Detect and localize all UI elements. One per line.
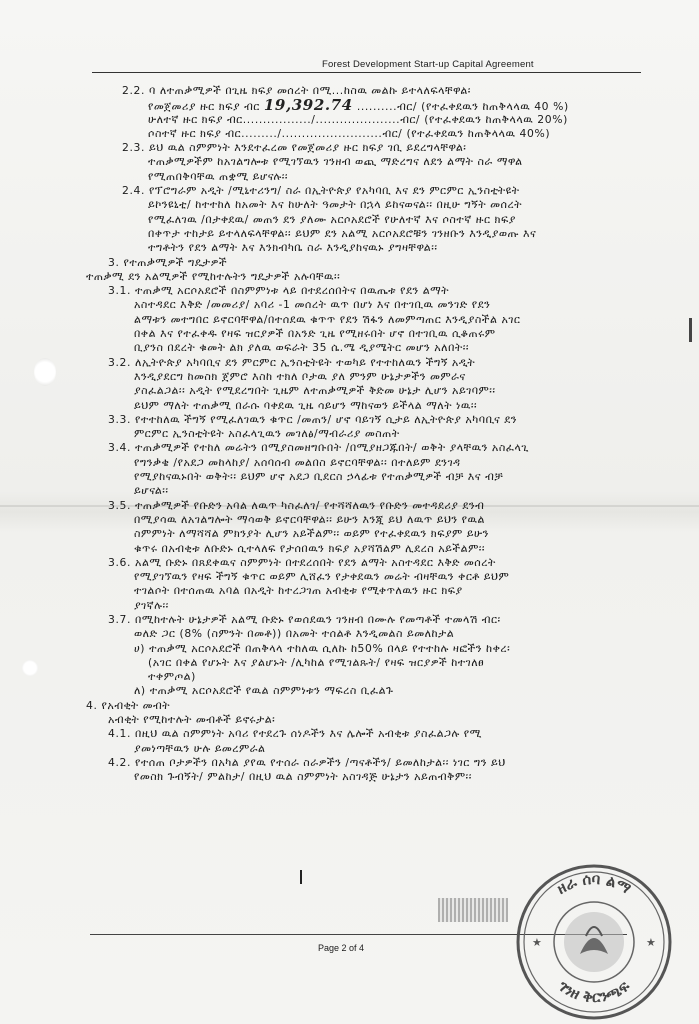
document-line: 4.2. የተሰጠ ቦታዎችን በአካል ያየዉ የተሰራ ስራዎችን /ጣናቶችን/ ይመለከታል፡፡ ነገር ግን ይህ	[108, 755, 506, 769]
ink-mark	[300, 870, 302, 884]
punch-hole	[22, 660, 38, 676]
document-line: ተገልሶት በተሰጠዉ አባል በአዲት ከተረጋገጠ አብቂቱ የሚቀጥለዉን ዙር ክፍያ	[134, 584, 463, 598]
handwritten-amount: 19,392.74	[263, 98, 353, 113]
document-line: ያገኛሉ፡፡	[134, 598, 169, 612]
stamp-bottom-text: ገንዘ ቅርንጫፍ	[555, 976, 633, 1007]
document-line: በቀል እና የተፈቀዱ የዛፍ ዝርያዎች በአንድ ጊዜ የሚዘሩበት ሆኖ በተገቢዉ ሲቆጠሩም	[134, 327, 496, 341]
document-line: 3.5. ተጠቃሚዎች የቡድን አባል ለዉጥ ካስፈለገ/ የተሻሻለዉን የቡድን መተዳደሪያ ደንብ	[108, 498, 485, 512]
document-line: ልማቱን መተግበር ይኖርባቸዋል/በተሰደዉ ቁጥጥ የደን ሽፋን ለመምጣጠር እንዲያስችል አገር	[134, 312, 521, 326]
document-line: 2.2. ባ ለተጠቃሚዎች በጊዜ ክፍያ መሰረት በሚ...ከስዉ መልኩ ይተላለፍላቸዋል፡	[122, 84, 471, 97]
document-line: ቢያንስ በደረት ቁመት ልክ ያለዉ ወፍራት 35 ሴ.ሜ ዲያሜትር መሆን አለበት፡፡	[134, 341, 470, 355]
document-line: ሀ) ተጠቃሚ አርሶአደሮች በጠቅላላ ተከለዉ ሲለኩ ከ50% በላይ የተተከሉ ዛፎችን ከቀረ፡	[134, 641, 511, 655]
document-line: ሶስተኛ ዙር ክፍያ ብር........./.........................ብር/ (የተፈቀደዉን ከጠቅላላዉ 40%)	[148, 126, 551, 140]
document-line: ምርምር ኢንስቲትዩት አስፈላጊዉን መገለፅ/ማብራሪያ መስጠት	[134, 427, 400, 441]
signature-scribble	[438, 898, 508, 922]
document-line: 3.1. ተጠቃሚ አርሶአደሮች በስምምነቱ ላይ በተደረሰበትና በዉጤቱ የደን ልማት	[108, 284, 450, 298]
document-line: ስምምነት ለማሻሻል ምክንያት ሊሆን አይችልም፡፡ ወይም የተፈቀደዉን ክፍያም ይሁን	[134, 527, 489, 541]
document-line: ተቀምጦል)	[148, 670, 196, 684]
line-text: ..........ብር/ (የተፈቀደዉን ከጠቅላላዉ 40 %)	[352, 100, 569, 113]
document-line: የሚያከናዉኑበት ወቅት፡፡ ይህም ሆኖ አደጋ ቢደርስ ኃላፊቱ የተጠቃሚዎች ብቻ እና ብቻ	[134, 470, 504, 484]
document-line: 3.3. የተተከለዉ ችግኝ የሚፈለገዉን ቁጥር /መጠን/ ሆኖ ባይገኝ ሲታይ ለኢትዮጵያ አካባቢና ደን	[108, 412, 518, 426]
page-number: Page 2 of 4	[318, 943, 365, 953]
document-line: 2.4. የፕሮግራም አዲት /ሚኒተሪንግ/ ስራ በኢትዮጵያ የአካባቢ እና ደን ምርምር ኢንስቲትዩት	[122, 184, 520, 198]
document-line: ይሆናል፡፡	[134, 484, 169, 498]
document-line: የሚጠበቅባቸዉ ጠቋሚ ይሆናሉ፡፡	[148, 169, 289, 183]
document-line: 2.3. ይህ ዉል ስምምነት እንደተፈረመ የመጀመሪያ ዙር ክፍያ ገቢ ይደረግላቸዋል፡	[122, 141, 467, 155]
document-line: (አገር በቀል የሆኑት እና ያልሆኑት /ሊካከል የሚገልጹት/ የዛፍ ዝርያዎች ከተገለፀ	[148, 655, 485, 669]
document-line: የመስክ ጉብኝት/ ምልከታ/ በዚህ ዉል ስምምነት አስገዳጅ ሁኔታን አይጠብቅም፡፡	[134, 770, 472, 784]
document-line: 3.4. ተጠቃሚዎች የተከለ መሬትን በሚያስመዘግቡበት /በሚያዘጋጁበት/ ወቅት ያላቸዉን አስፈላጊ	[108, 441, 529, 455]
document-line: ለ) ተጠቃሚ አርሶአደሮች የዉል ስምምነቱን ማፍረስ ቢፈልጉ	[134, 684, 394, 698]
line-text: የመጀመሪያ ዙር ክፍያ ብር	[148, 100, 264, 113]
svg-text:★: ★	[646, 936, 656, 949]
header-rule	[92, 72, 641, 73]
document-line: ያስፈልጋል፡፡ አዲት የሚደረግበት ጊዜም ለተጠቃሚዎች ቅድመ ሁኔታ ሊሆን አይገባም፡፡	[134, 384, 496, 398]
stamp-top-text: ዘራ ሰባ ልማ	[553, 869, 635, 898]
document-line: የሚፈለገዉ /በታቀደዉ/ መጠን ደን ያለሙ አርሶአደሮች የሁለተኛ እና ሶስተኛ ዙር ክፍያ	[148, 212, 516, 226]
document-line: ተጠቃሚዎችም ከአገልግሎቱ የሚገኘዉን ገንዘብ ወጪ ማድረግና ለደን ልማት ስራ ማዋል	[148, 155, 523, 169]
document-line: ሁለተኛ ዙር ክፍያ ብር................./.....................ብር/ (የተፈቀደዉን ከጠቅላላዉ 20%)	[148, 112, 568, 126]
official-stamp	[514, 862, 674, 1022]
document-line: 3. የተጠቃሚዎች ግዴታዎች	[108, 255, 228, 269]
document-line: ያመነጣቸዉን ሁሉ ይመረምራል	[134, 741, 266, 755]
document-line: 4.1. በዚህ ዉል ስምምነት አባሪ የተደረጉ ሰነዶችን እና ሌሎች አብቂቱ ያስፈልጋሉ የሚ	[108, 727, 482, 741]
document-line: በሚያሳዉ ለአገልግሎት ማሳወቅ ይኖርባቸዋል፡፡ ይሁን እንጂ ይህ ለዉጥ ይህን የዉል	[134, 512, 485, 526]
document-line: ይህም ማለት ተጠቃሚ በራሱ ባቀደዉ ጊዜ ሳይሆን ማከናወን ይችላል ማለት ነዉ፡፡	[134, 398, 478, 412]
document-line: በቀጥታ ተከታይ ይተላለፍላቸዋል፡፡ ይህም ደን አልሚ አርሶአደሮቹን ገንዘቡን እንዲያወጡ እና	[148, 226, 537, 240]
document-line: ተጠቃሚ ደን አልሚዎች የሚከተሉትን ግዴታዎች አሉባቸዉ፡፡	[86, 269, 341, 283]
document-line: ቁጥሩ በአብቂቱ ለቡድኑ ሲተላለፍ የታሰበዉን ክፍያ አያሻሽልም ሊደረስ አይችልም፡፡	[134, 541, 486, 555]
document-line: 3.2. ለኢትዮጵያ አካባቢና ደን ምርምር ኢንስቲትዩት ተወካይ የተተከለዉን ችግኝ አዲት	[108, 355, 476, 369]
document-line: አብቂት የሚከተሉት መብቶች ይኖሩታል፡	[108, 713, 276, 727]
document-line: እንዲያደርግ ከመስክ ጀምሮ እስከ ተክለ ቦታዉ ያለ ምንም ሁኔታዎችን መምራና	[134, 369, 466, 383]
document-line: ወለድ ጋር (8% (ስምንት በመቶ)) በአመት ተሰልቶ እንዲመልስ ይመለከታል	[134, 627, 455, 641]
document-line: ይኮንዩኒቲ/ ከተተከለ ከአመት እና ከሁለት ዓመታት በኋላ ይከናወናል፡፡ በዚሁ ግኝት መሰረት	[148, 198, 522, 212]
margin-mark	[689, 318, 692, 342]
document-line: 3.7. በሚከተሉት ሁኔታዎች አልሚ ቡድኑ የወሰደዉን ገንዘብ በሙሉ የመጣቶች ተመላሽ ብር፡	[108, 612, 501, 626]
document-line: 4. የአብቂት መብት	[86, 698, 171, 712]
document-line: አስተዳደር እቅድ /መመሪያ/ አባሪ -1 መሰረት ዉጥ በሆነ እና በተገቢዉ መንገድ የደን	[134, 298, 491, 312]
document-line: የሚያገኘዉን የዛፍ ችግኝ ቁጥር ወይም ሊሸፈን የታቀደዉን መሬት ብዛቸዉን ቀርቶ ይህም	[134, 570, 510, 584]
punch-hole	[34, 358, 56, 386]
header-title: Forest Development Start-up Capital Agreement	[322, 59, 534, 70]
document-line: 3.6. አልሚ ቡድኑ በጸደቀዉና ስምምነት በተደረሰበት የደን ልማት አስተዳደር እቅድ መሰረት	[108, 555, 496, 569]
svg-text:★: ★	[532, 936, 542, 949]
document-line	[86, 98, 666, 112]
document-line: የግንቃቄ /የአደጋ መከላከያ/ አሰባሰብ መልበስ ይኖርባቸዋል፡፡ በተለይም ደንገዳ	[134, 455, 461, 469]
document-line: ተግቶትን የደን ልማት እና እንክብካቤ ስራ እንዲያከናዉኑ ያግዛቸዋል፡፡	[148, 241, 438, 255]
body-text	[86, 84, 666, 785]
